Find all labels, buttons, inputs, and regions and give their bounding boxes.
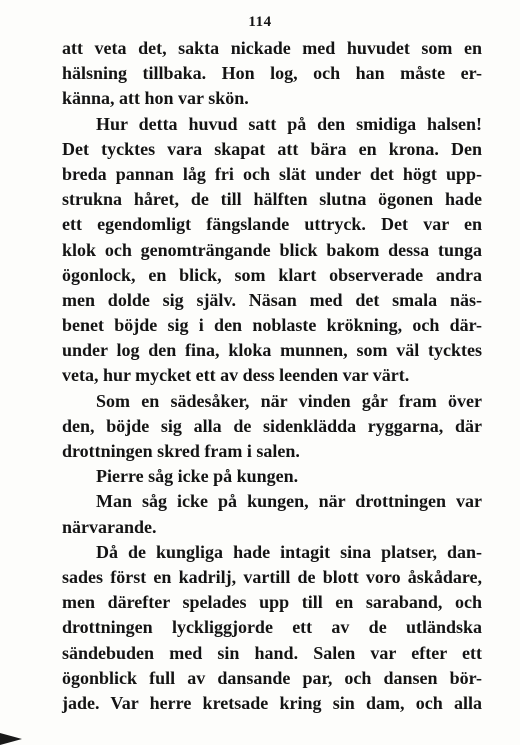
text-line: jade. Var herre kretsade kring sin dam, och alla xyxy=(62,692,482,713)
text-line: Pierre såg icke på kungen. xyxy=(96,466,299,487)
text-line: men därefter spelades upp till en saraband, och xyxy=(62,592,482,613)
text-line: närvarande. xyxy=(62,516,157,537)
arrow-mark-icon xyxy=(0,733,22,745)
text-line: men dolde sig själv. Näsan med det smala näs- xyxy=(62,289,482,310)
paragraph xyxy=(62,464,482,489)
text-line: drottningen skred fram i salen. xyxy=(62,441,300,461)
text-line: klok och genomträngande blick bakom dessa tunga xyxy=(62,239,482,260)
text-line: under log den fina, kloka munnen, som väl tycktes xyxy=(62,340,482,361)
text-line: ett egendomligt fängslande uttryck. Det var en xyxy=(62,214,482,235)
text-line: känna, att hon var skön. xyxy=(62,88,249,109)
text-line: Hur detta huvud satt på den smidiga halsen! xyxy=(96,113,482,134)
text-line: strukna håret, de till hälften slutna ögonen hade xyxy=(62,189,482,210)
text-line: ögonlock, en blick, som klart observerade andra xyxy=(62,264,482,285)
text-line: ögonblick full av dansande par, och dansen bör- xyxy=(62,667,482,688)
text-line: breda pannan låg fri och slät under det högt upp- xyxy=(62,163,482,184)
page-number: 114 xyxy=(248,14,272,30)
text-line: veta, hur mycket ett av dess leenden var värt. xyxy=(62,365,410,386)
text-line: benet böjde sig i den noblaste krökning, och där- xyxy=(62,315,482,336)
text-line: hälsning tillbaka. Hon log, och han måste er- xyxy=(62,63,482,84)
text-line: Man såg icke på kungen, när drottningen var xyxy=(96,491,482,512)
text-line: Då de kungliga hade intagit sina platser, dan- xyxy=(96,541,482,562)
paragraph xyxy=(62,489,482,539)
text-line: att veta det, sakta nickade med huvudet som en xyxy=(62,38,482,58)
body-text xyxy=(62,36,482,716)
paragraph xyxy=(62,540,482,716)
text-line: Som en sädesåker, när vinden går fram över xyxy=(96,390,482,411)
text-line: drottningen lyckliggjorde ett av de utländska xyxy=(62,617,482,638)
paragraph xyxy=(62,36,482,112)
paragraph xyxy=(62,389,482,465)
text-line: sades först en kadrilj, vartill de blott voro åskådare, xyxy=(62,566,482,587)
text-line: sändebuden med sin hand. Salen var efter ett xyxy=(62,642,482,663)
text-line: den, böjde sig alla de sidenklädda ryggarna, där xyxy=(62,415,482,436)
paragraph xyxy=(62,112,482,389)
text-line: Det tycktes vara skapat att bära en krona. Den xyxy=(62,138,482,159)
